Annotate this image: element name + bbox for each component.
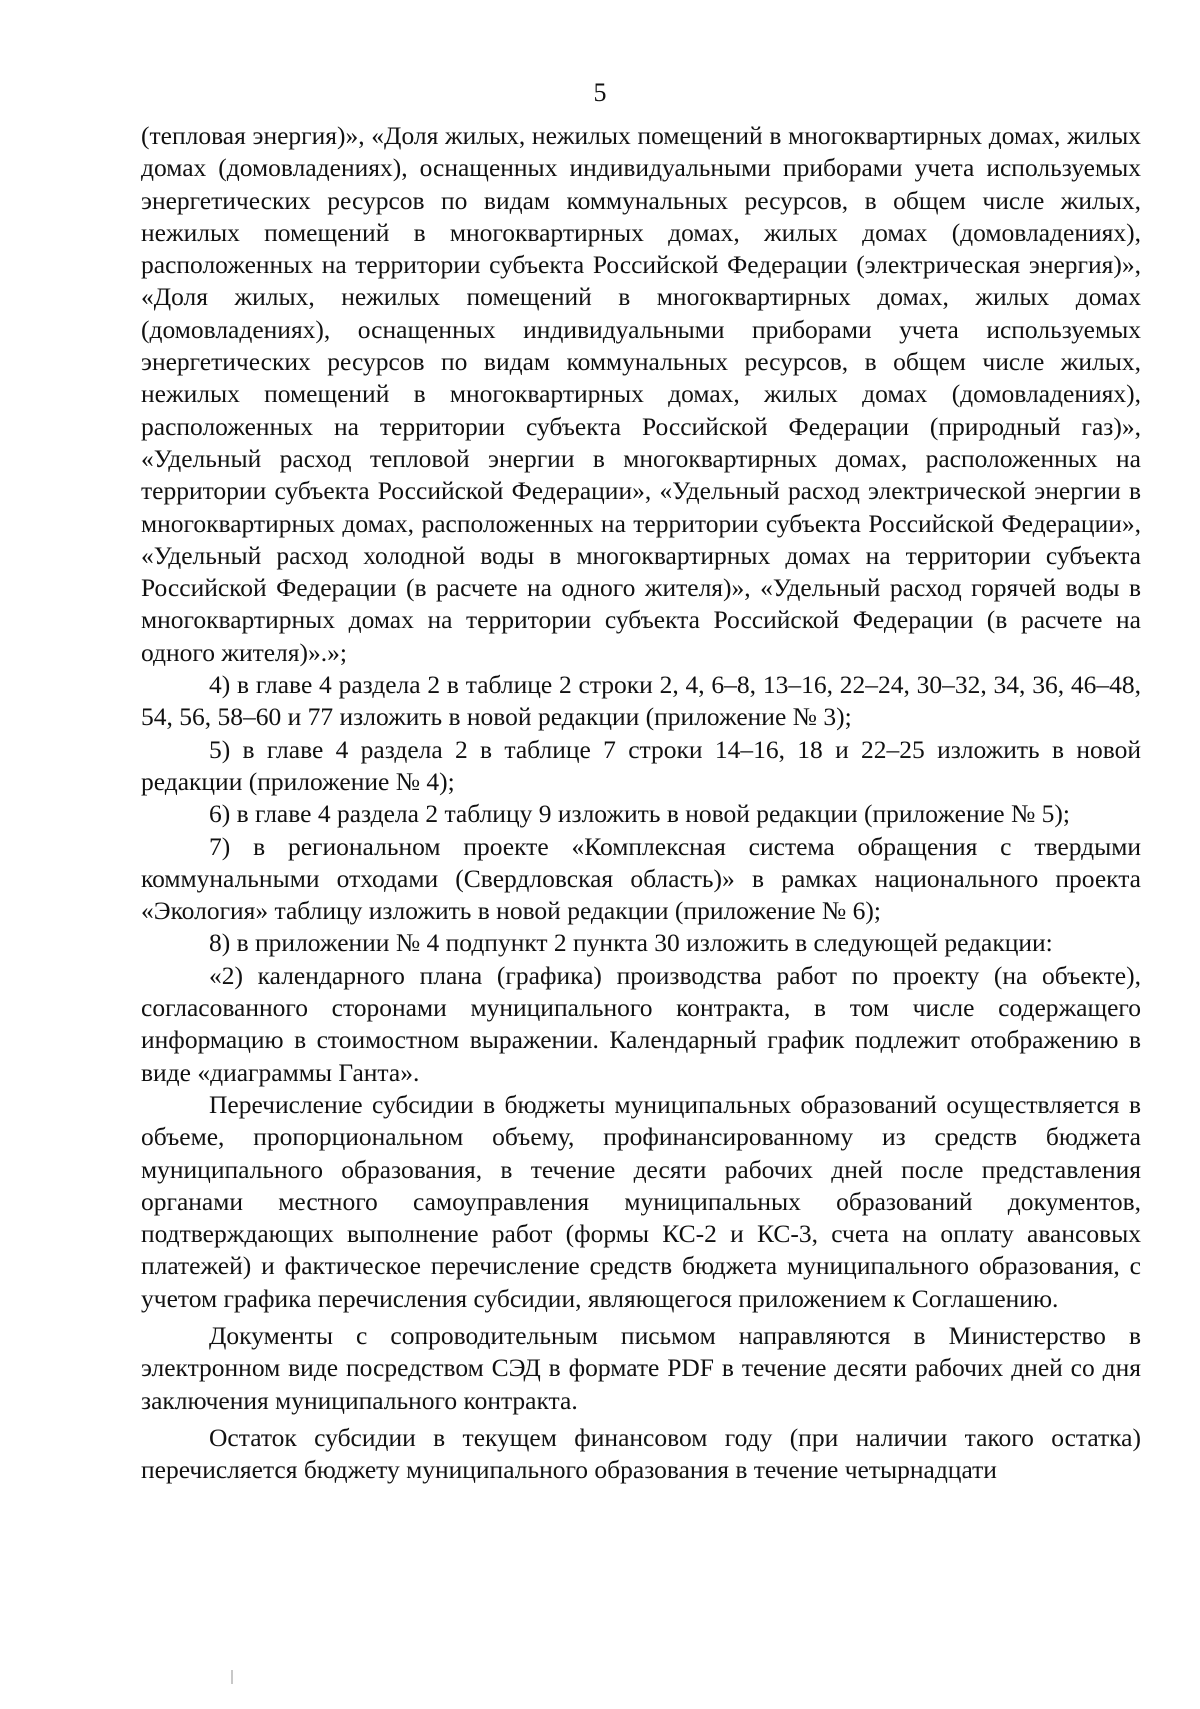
paragraph-item-7: 7) в региональном проекте «Комплексная система обращения с твердыми коммунальными отходами (Свердловская область)» в рамках национального проекта «Экология» таблицу изложить в новой редакции (приложение № 6); bbox=[141, 831, 1141, 926]
paragraph-documents: Документы с сопроводительным письмом направляются в Министерство в электронном виде посредством СЭД в формате PDF в течение десяти рабочих дней со дня заключения муниципального контракта. bbox=[141, 1320, 1141, 1415]
paragraph-item-5: 5) в главе 4 раздела 2 в таблице 7 строки 14–16, 18 и 22–25 изложить в новой редакции (приложение № 4); bbox=[141, 734, 1141, 796]
scan-speck bbox=[231, 1670, 233, 1684]
document-body bbox=[141, 120, 1141, 1486]
page-number: 5 bbox=[593, 78, 607, 107]
paragraph-item-8: 8) в приложении № 4 подпункт 2 пункта 30 изложить в следующей редакции: bbox=[209, 928, 1053, 958]
paragraph-continued-list: (тепловая энергия)», «Доля жилых, нежилых помещений в многоквартирных домах, жилых домах (домовладениях), оснащенных индивидуальными приборами учета используемых энергетических ресурсов по видам коммунальных ресурсов, в общем числе жилых, нежилых помещений в многоквартирных домах, жилых домах (домовладениях), расположенных на территории субъекта Российской Федерации (электрическая энергия)», «Доля жилых, нежилых помещений в многоквартирных домах, жилых домах (домовладениях), оснащенных индивидуальными приборами учета используемых энергетических ресурсов по видам коммунальных ресурсов, в общем числе жилых, нежилых помещений в многоквартирных домах, жилых домах (домовладениях), расположенных на территории субъекта Российской Федерации (природный газ)», «Удельный расход тепловой энергии в многоквартирных домах, расположенных на территории субъекта Российской Федерации», «Удельный расход электрической энергии в многоквартирных домах, расположенных на территории субъекта Российской Федерации», «Удельный расход холодной воды в многоквартирных домах на территории субъекта Российской Федерации (в расчете на одного жителя)», «Удельный расход горячей воды в многоквартирных домах на территории субъекта Российской Федерации (в расчете на одного жителя)».»; bbox=[141, 121, 1141, 667]
paragraph-item-4: 4) в главе 4 раздела 2 в таблице 2 строки 2, 4, 6–8, 13–16, 22–24, 30–32, 34, 36, 46–48, 54, 56, 58–60 и 77 изложить в новой редакции (приложение № 3); bbox=[141, 670, 1141, 732]
paragraph-subsidy-transfer: Перечисление субсидии в бюджеты муниципальных образований осуществляется в объеме, пропорциональном объему, профинансированному из средств бюджета муниципального образования, в течение десяти рабочих дней после представления органами местного самоуправления муниципальных образований документов, подтверждающих выполнение работ (формы КС-2 и КС-3, счета на оплату авансовых платежей) и фактическое перечисление средств бюджета муниципального образования, с учетом графика перечисления субсидии, являющегося приложением к Соглашению. bbox=[141, 1089, 1141, 1313]
paragraph-item-6: 6) в главе 4 раздела 2 таблицу 9 изложить в новой редакции (приложение № 5); bbox=[209, 799, 1070, 829]
paragraph-subsidy-remainder: Остаток субсидии в текущем финансовом году (при наличии такого остатка) перечисляется бюджету муниципального образования в течение четырнадцати bbox=[141, 1422, 1141, 1485]
paragraph-subitem-2: «2) календарного плана (графика) производства работ по проекту (на объекте), согласованного сторонами муниципального контракта, в том числе содержащего информацию в стоимостном выражении. Календарный график подлежит отображению в виде «диаграммы Ганта». bbox=[141, 960, 1141, 1087]
